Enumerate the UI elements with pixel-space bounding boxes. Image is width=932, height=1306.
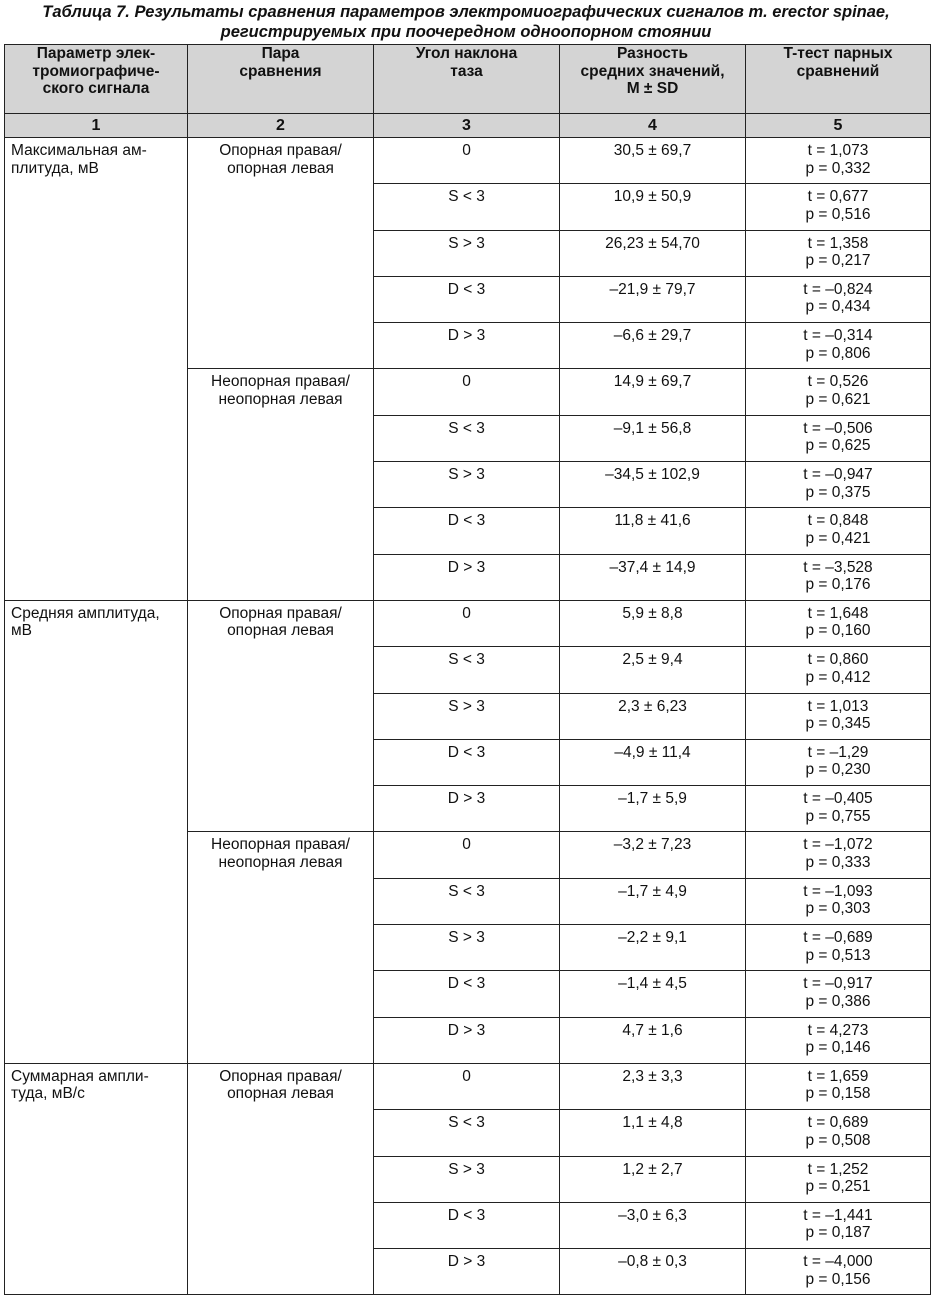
ttest-cell [746,184,931,230]
t-value: t = 4,273 [807,1021,869,1039]
ttest-cell [746,276,931,322]
column-number: 5 [746,114,931,138]
t-value: t = 0,860 [807,651,869,669]
ttest-cell [746,786,931,832]
ttest-cell [746,832,931,878]
ttest-cell [746,369,931,415]
ttest-cell [746,878,931,924]
p-value: p = 0,434 [805,298,871,316]
p-value: p = 0,160 [805,622,871,640]
header-diff: Разность средних значений, M ± SD [560,45,746,114]
pair-cell [188,600,374,831]
ttest-cell [746,739,931,785]
ttest-cell [746,323,931,369]
angle-cell: D > 3 [374,1249,560,1295]
p-value: p = 0,375 [805,483,871,501]
t-value: t = –0,506 [803,419,873,437]
t-value: t = 0,677 [807,188,869,206]
table-row [5,600,931,646]
t-value: t = –4,000 [803,1253,873,1271]
ttest-cell [746,1063,931,1109]
p-value: p = 0,508 [805,1131,871,1149]
ttest-cell [746,971,931,1017]
diff-cell: 1,1 ± 4,8 [560,1110,746,1156]
pair-label: опорная левая [227,1085,334,1103]
diff-cell: –37,4 ± 14,9 [560,554,746,600]
p-value: p = 0,187 [805,1224,871,1242]
t-value: t = 0,526 [807,373,869,391]
param-cell [5,1063,188,1294]
p-value: p = 0,621 [805,390,871,408]
param-label: Максимальная ам- [11,142,147,159]
t-value: t = 1,659 [807,1067,869,1085]
diff-cell: –21,9 ± 79,7 [560,276,746,322]
table-body [5,138,931,1295]
diff-cell: –1,4 ± 4,5 [560,971,746,1017]
angle-cell: D > 3 [374,554,560,600]
pair-label: Опорная правая/ [219,142,342,159]
column-number: 1 [5,114,188,138]
angle-cell: S < 3 [374,415,560,461]
ttest-cell [746,1110,931,1156]
p-value: p = 0,345 [805,715,871,733]
t-value: t = –1,441 [803,1206,873,1224]
diff-cell: 4,7 ± 1,6 [560,1017,746,1063]
diff-cell: –0,8 ± 0,3 [560,1249,746,1295]
param-cell [5,600,188,1063]
column-number: 3 [374,114,560,138]
p-value: p = 0,230 [805,761,871,779]
angle-cell: 0 [374,369,560,415]
diff-cell: –9,1 ± 56,8 [560,415,746,461]
angle-cell: S > 3 [374,693,560,739]
pair-cell [188,369,374,600]
p-value: p = 0,332 [805,159,871,177]
angle-cell: D < 3 [374,971,560,1017]
results-table [4,44,931,1295]
header-pair: Пара сравнения [188,45,374,114]
pair-label: Опорная правая/ [219,604,342,622]
angle-cell: S > 3 [374,1156,560,1202]
diff-cell: –2,2 ± 9,1 [560,925,746,971]
pair-label: опорная левая [227,622,334,640]
pair-cell [188,1063,374,1294]
angle-cell: D < 3 [374,1202,560,1248]
t-value: t = –0,824 [803,280,873,298]
t-value: t = 1,073 [807,142,869,159]
t-value: t = –1,093 [803,882,873,900]
angle-cell: D < 3 [374,739,560,785]
t-value: t = 0,848 [807,512,869,530]
header-ttest: T-тест парных сравнений [746,45,931,114]
column-number: 4 [560,114,746,138]
pair-label: Неопорная правая/ [211,836,350,854]
angle-cell: 0 [374,138,560,184]
table-row [5,1063,931,1109]
diff-cell: 11,8 ± 41,6 [560,508,746,554]
ttest-cell [746,1017,931,1063]
t-value: t = –0,314 [803,327,873,345]
caption-line-1: Таблица 7. Результаты сравнения параметров электромиографических сигналов m. erector spinae, [42,3,890,21]
angle-cell: S > 3 [374,925,560,971]
angle-cell: D > 3 [374,1017,560,1063]
p-value: p = 0,217 [805,252,871,270]
angle-cell: D < 3 [374,508,560,554]
p-value: p = 0,516 [805,205,871,223]
angle-cell: S > 3 [374,462,560,508]
diff-cell: –4,9 ± 11,4 [560,739,746,785]
diff-cell: –3,2 ± 7,23 [560,832,746,878]
p-value: p = 0,513 [805,946,871,964]
angle-cell: 0 [374,600,560,646]
diff-cell: –1,7 ± 5,9 [560,786,746,832]
p-value: p = 0,806 [805,344,871,362]
t-value: t = 1,013 [807,697,869,715]
t-value: t = 1,648 [807,604,869,622]
t-value: t = –0,689 [803,929,873,947]
angle-cell: S < 3 [374,1110,560,1156]
t-value: t = –0,947 [803,466,873,484]
angle-cell: 0 [374,832,560,878]
p-value: p = 0,386 [805,992,871,1010]
ttest-cell [746,600,931,646]
param-label: мВ [11,622,32,640]
diff-cell: 14,9 ± 69,7 [560,369,746,415]
header-angle: Угол наклона таза [374,45,560,114]
t-value: t = –1,072 [803,836,873,854]
table-row [5,138,931,184]
header-param: Параметр элек- тромиографиче- ского сигнала [5,45,188,114]
angle-cell: D < 3 [374,276,560,322]
ttest-cell [746,647,931,693]
pair-label: Неопорная правая/ [211,373,350,391]
diff-cell: –1,7 ± 4,9 [560,878,746,924]
ttest-cell [746,508,931,554]
caption-line-2: регистрируемых при поочередном одноопорном стоянии [220,23,712,41]
pair-cell [188,138,374,369]
diff-cell: 2,3 ± 6,23 [560,693,746,739]
t-value: t = 1,358 [807,234,869,252]
ttest-cell [746,925,931,971]
param-label: Средняя амплитуда, [11,604,160,622]
diff-cell: –34,5 ± 102,9 [560,462,746,508]
table-caption [0,0,932,44]
ttest-cell [746,1156,931,1202]
ttest-cell [746,462,931,508]
pair-label: опорная левая [227,159,334,177]
diff-cell: –3,0 ± 6,3 [560,1202,746,1248]
p-value: p = 0,412 [805,668,871,686]
p-value: p = 0,156 [805,1270,871,1288]
diff-cell: 2,3 ± 3,3 [560,1063,746,1109]
ttest-cell [746,554,931,600]
p-value: p = 0,421 [805,529,871,547]
t-value: t = –0,917 [803,975,873,993]
diff-cell: 26,23 ± 54,70 [560,230,746,276]
p-value: p = 0,333 [805,853,871,871]
pair-label: Опорная правая/ [219,1067,342,1085]
t-value: t = –1,29 [807,743,869,761]
p-value: p = 0,176 [805,576,871,594]
t-value: t = 0,689 [807,1114,869,1132]
diff-cell: 2,5 ± 9,4 [560,647,746,693]
diff-cell: 1,2 ± 2,7 [560,1156,746,1202]
pair-label: неопорная левая [218,853,343,871]
column-number-row [5,114,931,138]
angle-cell: D > 3 [374,786,560,832]
ttest-cell [746,230,931,276]
param-label: Суммарная ампли- [11,1067,149,1085]
p-value: p = 0,146 [805,1039,871,1057]
ttest-cell [746,415,931,461]
p-value: p = 0,251 [805,1178,871,1196]
column-number: 2 [188,114,374,138]
t-value: t = 1,252 [807,1160,869,1178]
t-value: t = –3,528 [803,558,873,576]
header-row [5,45,931,114]
ttest-cell [746,1249,931,1295]
diff-cell: –6,6 ± 29,7 [560,323,746,369]
param-label: плитуда, мВ [11,159,99,177]
angle-cell: 0 [374,1063,560,1109]
pair-cell [188,832,374,1063]
ttest-cell [746,138,931,184]
diff-cell: 5,9 ± 8,8 [560,600,746,646]
ttest-cell [746,693,931,739]
p-value: p = 0,755 [805,807,871,825]
t-value: t = –0,405 [803,790,873,808]
diff-cell: 30,5 ± 69,7 [560,138,746,184]
pair-label: неопорная левая [218,390,343,408]
p-value: p = 0,158 [805,1085,871,1103]
p-value: p = 0,303 [805,900,871,918]
p-value: p = 0,625 [805,437,871,455]
ttest-cell [746,1202,931,1248]
param-cell [5,138,188,601]
angle-cell: S < 3 [374,878,560,924]
angle-cell: D > 3 [374,323,560,369]
angle-cell: S > 3 [374,230,560,276]
angle-cell: S < 3 [374,647,560,693]
param-label: туда, мВ/с [11,1085,85,1103]
angle-cell: S < 3 [374,184,560,230]
diff-cell: 10,9 ± 50,9 [560,184,746,230]
